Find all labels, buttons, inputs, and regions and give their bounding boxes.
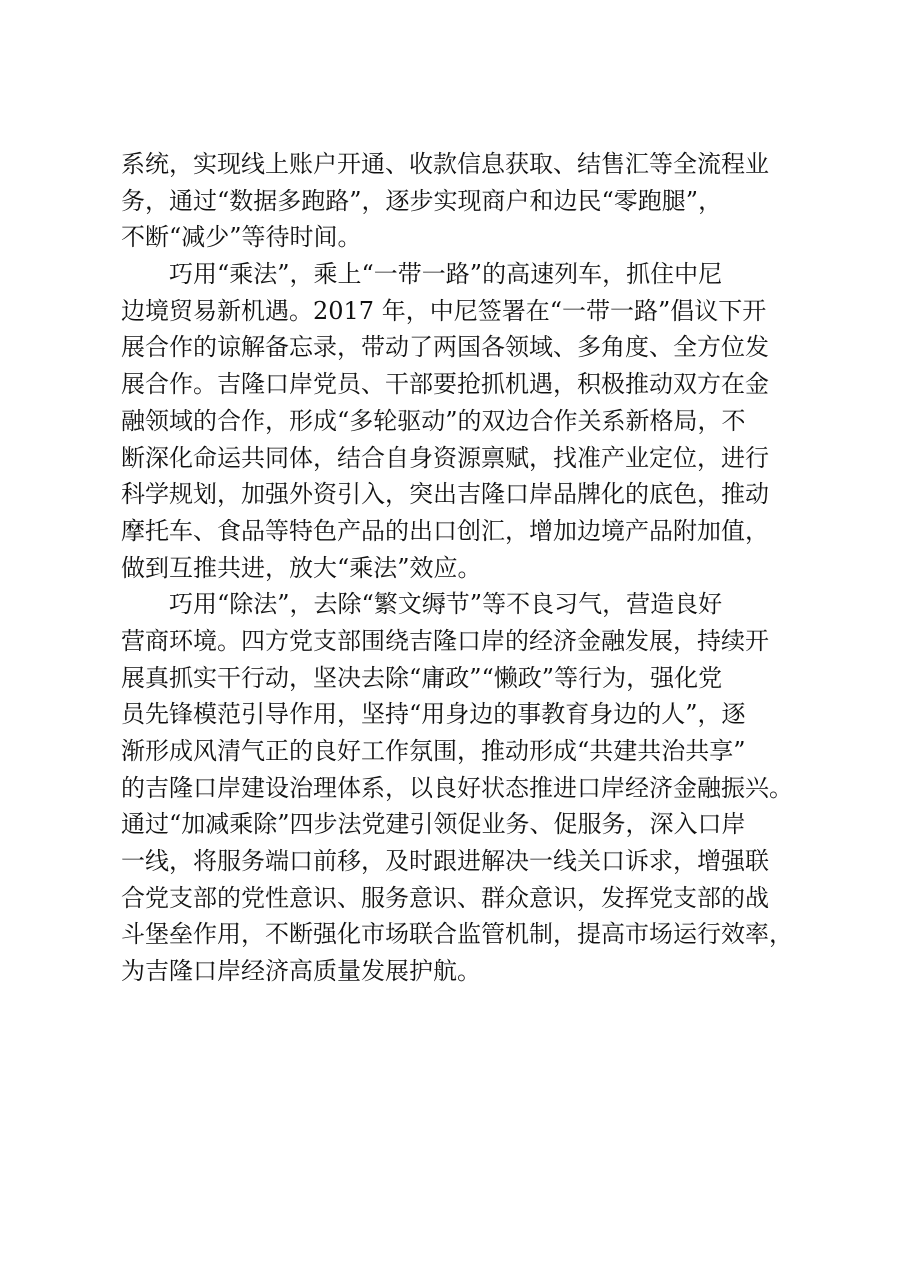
text-line: 融领域的合作，形成“多轮驱动”的双边合作关系新格局，不: [121, 406, 746, 435]
text-line: 渐形成风清气正的良好工作氛围，推动形成“共建共治共享”: [121, 737, 746, 765]
text-line: 展合作的谅解备忘录，带动了两国各领域、多角度、全方位发: [121, 333, 769, 362]
text-line: 的吉隆口岸建设治理体系，以良好状态推进口岸经济金融振兴。: [121, 773, 793, 802]
text-line: 科学规划，加强外资引入，突出吉隆口岸品牌化的底色，推动: [121, 480, 769, 509]
text-line: 为吉隆口岸经济高质量发展护航。: [121, 957, 481, 986]
body-text: [121, 146, 811, 990]
text-line: 展真抓实干行动，坚决去除“庸政”“懒政”等行为，强化党: [121, 663, 723, 692]
text-line: 展合作。吉隆口岸党员、干部要抢抓机遇，积极推动双方在金: [121, 370, 769, 399]
text-line: 合党支部的党性意识、服务意识、群众意识，发挥党支部的战: [121, 883, 769, 912]
text-line: 务，通过“数据多跑路”，逐步实现商户和边民“零跑腿”，: [121, 186, 723, 215]
text-line: 摩托车、食品等特色产品的出口创汇，增加边境产品附加值，: [121, 516, 769, 545]
text-line: 营商环境。四方党支部围绕吉隆口岸的经济金融发展，持续开: [121, 626, 769, 655]
text-line: 边境贸易新机遇。2017 年，中尼签署在“一带一路”倡议下开: [121, 296, 767, 325]
text-line: 系统，实现线上账户开通、收款信息获取、结售汇等全流程业: [121, 150, 769, 178]
text-line: 不断“减少”等待时间。: [121, 223, 362, 252]
text-line: 一线，将服务端口前移，及时跟进解决一线关口诉求，增强联: [121, 847, 769, 876]
text-line: 断深化命运共同体，结合自身资源禀赋，找准产业定位，进行: [121, 443, 769, 472]
text-line: 斗堡垒作用，不断强化市场联合监管机制，提高市场运行效率，: [121, 920, 793, 949]
text-line: 巧用“乘法”，乘上“一带一路”的高速列车，抓住中尼: [121, 260, 723, 289]
text-line: 巧用“除法”，去除“繁文缛节”等不良习气，营造良好: [121, 590, 723, 619]
text-line: 通过“加减乘除”四步法党建引领促业务、促服务，深入口岸: [121, 810, 746, 839]
text-line: 做到互推共进，放大“乘法”效应。: [121, 553, 482, 582]
text-line: 员先锋模范引导作用，坚持“用身边的事教育身边的人”，逐: [121, 700, 746, 729]
